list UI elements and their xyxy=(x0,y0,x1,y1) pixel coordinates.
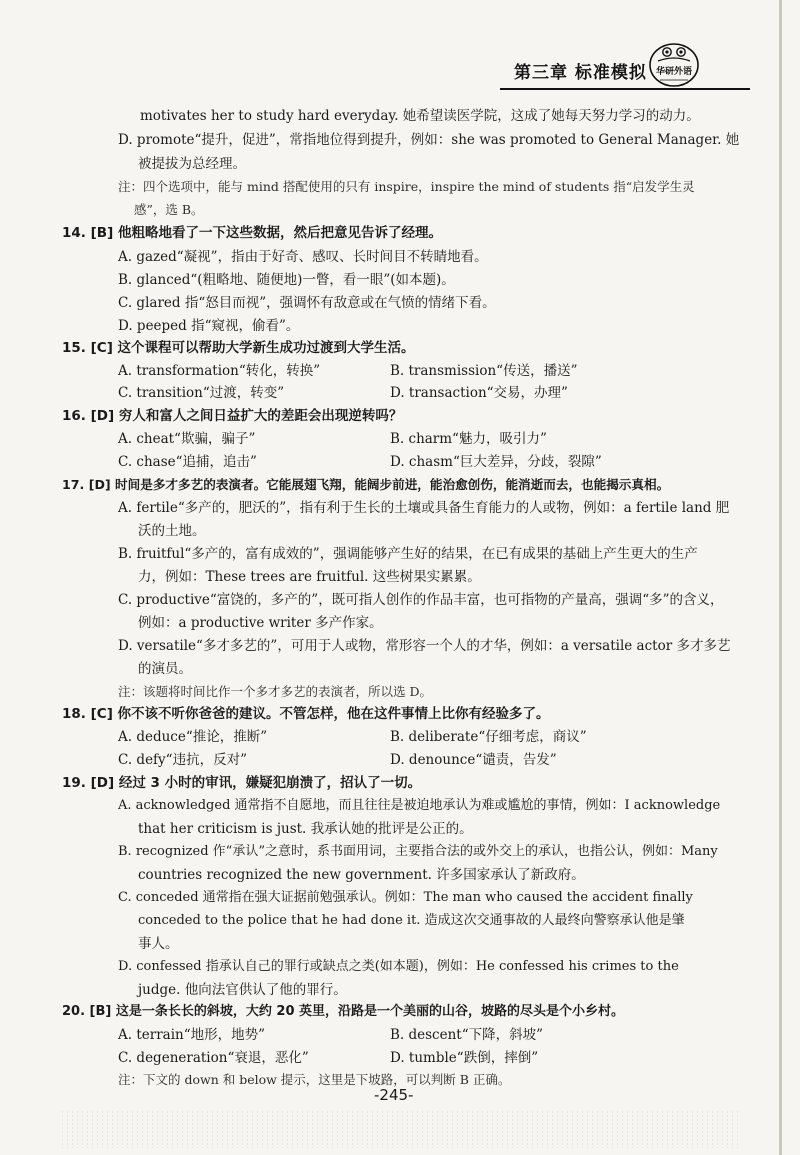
question-heading: 16. [D] 穷人和富人之间日益扩大的差距会出现逆转吗？ xyxy=(62,408,403,424)
option-line: A. transformation“转化，转换” xyxy=(118,363,321,379)
option-line: D. transaction“交易，办理” xyxy=(390,385,568,401)
question-heading: 20. [B] 这是一条长长的斜坡，大约 20 英里，沿路是一个美丽的山谷，坡路的尽头是个小乡村。 xyxy=(62,1004,625,1019)
option-line: D. versatile“多才多艺的”，可用于人或物，常形容一个人的才华，例如：a versatile actor 多才多艺 xyxy=(118,638,731,654)
option-line: D. peeped 指“窥视，偷看”。 xyxy=(118,318,300,334)
option-line: D. tumble“跌倒，摔倒” xyxy=(390,1050,539,1066)
question-heading: 14. [B] 他粗略地看了一下这些数据，然后把意见告诉了经理。 xyxy=(62,225,442,241)
option-line: B. charm“魅力，吸引力” xyxy=(390,431,547,447)
option-line: B. transmission“传送，播送” xyxy=(390,363,578,379)
option-line: C. productive“富饶的，多产的”，既可指人创作的作品丰富，也可指物的产量高，强调“多”的含义， xyxy=(118,592,724,608)
option-line: C. defy“违抗，反对” xyxy=(118,752,247,768)
option-line: B. deliberate“仔细考虑，商议” xyxy=(390,729,587,745)
option-line: A. cheat“欺骗，骗子” xyxy=(118,431,256,447)
option-line: D. confessed 指承认自己的罪行或缺点之类(如本题)，例如：He confessed his crimes to the xyxy=(118,959,679,974)
note-line: 注：该题将时间比作一个多才多艺的表演者，所以选 D。 xyxy=(118,684,432,699)
option-line: judge. 他向法官供认了他的罪行。 xyxy=(138,982,347,998)
option-line: A. fertile“多产的，肥沃的”，指有利于生长的土壤或具备生育能力的人或物，例如：a fertile land 肥 xyxy=(118,500,730,516)
option-line: 的演员。 xyxy=(138,661,192,677)
option-line: A. deduce“推论，推断” xyxy=(118,729,268,745)
option-line: 事人。 xyxy=(138,936,179,952)
option-line: that her criticism is just. 我承认她的批评是公正的。 xyxy=(138,821,473,837)
option-line: countries recognized the new government. 许多国家承认了新政府。 xyxy=(138,867,585,883)
option-line: A. gazed“凝视”，指由于好奇、感叹、长时间目不转睛地看。 xyxy=(118,249,488,265)
option-line: conceded to the police that he had done it. 造成这次交通事故的人最终向警察承认他是肇 xyxy=(138,913,685,928)
text-line: 被提拔为总经理。 xyxy=(138,156,246,172)
option-line: 沃的土地。 xyxy=(138,523,206,539)
question-heading: 18. [C] 你不该不听你爸爸的建议。不管怎样，他在这件事情上比你有经验多了。 xyxy=(62,706,550,722)
option-line: 例如：a productive writer 多产作家。 xyxy=(138,615,383,631)
option-line: A. terrain“地形，地势” xyxy=(118,1027,266,1043)
option-line: C. transition“过渡，转变” xyxy=(118,385,285,401)
question-heading: 17. [D] 时间是多才多艺的表演者。它能展翅飞翔，能阔步前进，能治愈创伤，能消逝而去，也能揭示真相。 xyxy=(62,477,670,492)
page-edge-shadow xyxy=(779,0,782,1155)
scan-noise xyxy=(60,1110,740,1148)
option-line: C. glared 指“怒目而视”，强调怀有敌意或在气愤的情绪下看。 xyxy=(118,295,496,311)
logo-text: 华研外语 xyxy=(655,67,692,77)
question-heading: 15. [C] 这个课程可以帮助大学新生成功过渡到大学生活。 xyxy=(62,340,415,356)
option-line: C. degeneration“衰退，恶化” xyxy=(118,1050,309,1066)
option-line: B. descent“下降，斜坡” xyxy=(390,1027,544,1043)
option-line: B. recognized 作“承认”之意时，系书面用词，主要指合法的或外交上的承认，也指公认，例如：Many xyxy=(118,844,718,859)
option-line: C. chase“追捕，追击” xyxy=(118,454,257,470)
option-line: A. acknowledged 通常指不自愿地，而且往往是被迫地承认为难或尴尬的事情，例如：I acknowledge xyxy=(118,798,721,813)
header-rule xyxy=(500,88,750,90)
page-header xyxy=(500,48,750,92)
text-line: D. promote“提升，促进”，常指地位得到提升，例如：she was promoted to General Manager. 她 xyxy=(118,132,740,148)
option-line: B. fruitful“多产的，富有成效的”，强调能够产生好的结果，在已有成果的基础上产生更大的生产 xyxy=(118,546,698,562)
text-line: motivates her to study hard everyday. 她希望读医学院，这成了她每天努力学习的动力。 xyxy=(140,108,700,124)
option-line: C. conceded 通常指在强大证据前勉强承认。例如：The man who caused the accident finally xyxy=(118,890,693,905)
chapter-title: 第三章 标准模拟 xyxy=(514,63,647,83)
option-line: B. glanced“(粗略地、随便地)一瞥，看一眼”(如本题)。 xyxy=(118,272,455,288)
option-line: 力，例如：These trees are fruitful. 这些树果实累累。 xyxy=(138,569,481,585)
note-line: 注：下文的 down 和 below 提示，这里是下坡路，可以判断 B 正确。 xyxy=(118,1072,511,1087)
option-line: D. chasm“巨大差异，分歧，裂隙” xyxy=(390,454,602,470)
question-heading: 19. [D] 经过 3 小时的审讯，嫌疑犯崩溃了，招认了一切。 xyxy=(62,775,422,791)
note-line: 注：四个选项中，能与 mind 搭配使用的只有 inspire，inspire the mind of students 指“启发学生灵 xyxy=(118,179,695,194)
page-number: -245- xyxy=(374,1086,414,1104)
option-line: D. denounce“谴责，告发” xyxy=(390,752,557,768)
note-line: 感”，选 B。 xyxy=(134,202,204,217)
